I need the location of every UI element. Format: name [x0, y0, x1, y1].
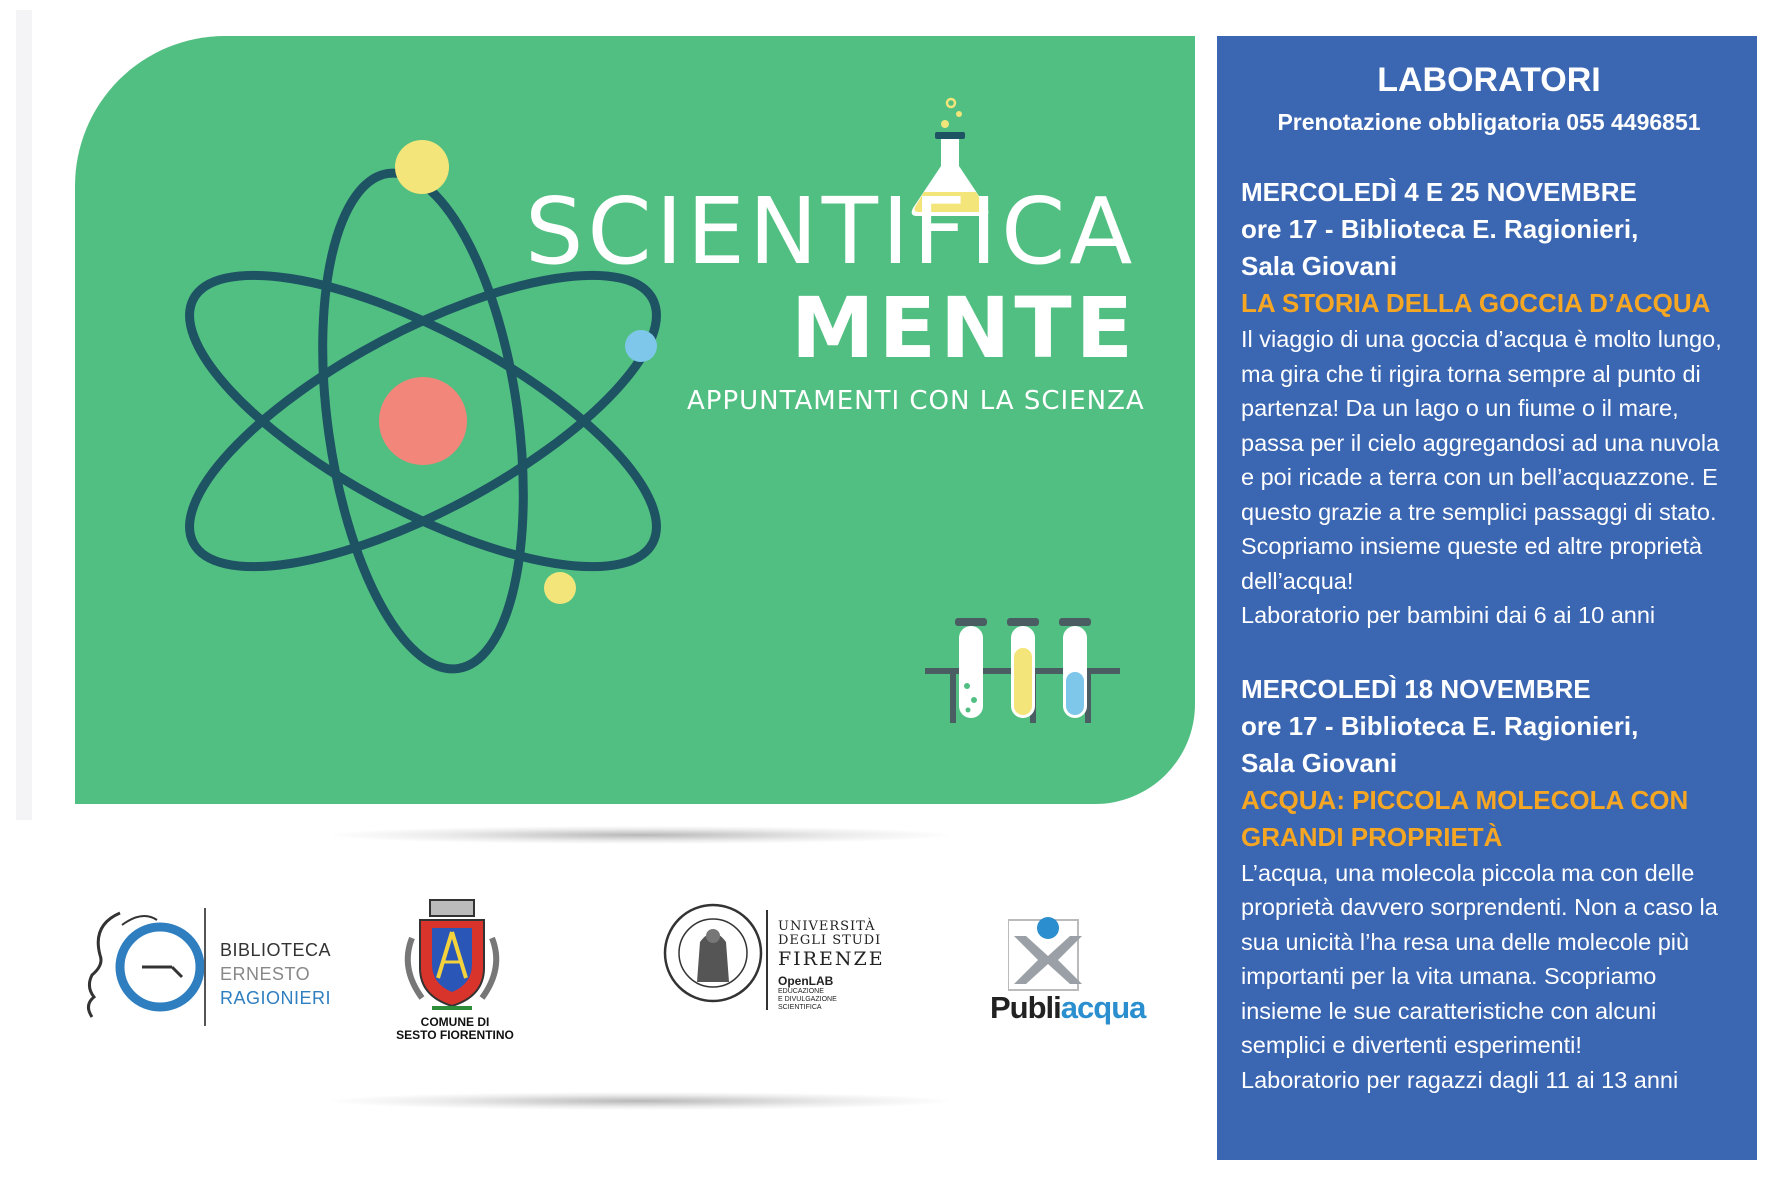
event-2-date: MERCOLEDÌ 18 NOVEMBRE	[1241, 673, 1591, 704]
unifi-small3: SCIENTIFICA	[778, 1004, 822, 1011]
biblioteca-logo-divider	[204, 908, 206, 1026]
unifi-small1: EDUCAZIONE	[778, 988, 824, 995]
biblioteca-logo-icon	[82, 905, 212, 1020]
electron-top	[395, 140, 449, 194]
event-2-place-line2: Sala Giovani	[1241, 747, 1398, 778]
laboratori-panel	[1217, 36, 1757, 1160]
event-1-audience: Laboratorio per bambini dai 6 ai 10 anni	[1241, 602, 1656, 628]
comune-crest-icon	[392, 898, 512, 1016]
divider-top	[330, 826, 950, 844]
event-1	[1241, 174, 1737, 633]
banner-subtitle: APPUNTAMENTI CON LA SCIENZA	[687, 386, 1145, 416]
biblioteca-line1: BIBLIOTECA	[220, 940, 332, 960]
banner-title-line2: MENTE	[791, 279, 1137, 377]
biblioteca-logo-text	[220, 938, 331, 1010]
event-1-description: Il viaggio di una goccia d’acqua è molto lungo, ma gira che ti rigira torna sempre al punto di partenza! Da un lago o un fiume o il mare, passa per il cielo aggregandosi ad una nuvola e poi ricade a terra con un bell’acquazzone. E questo grazie a tre semplici passaggi di stato. Scopriamo insieme queste ed altre proprietà dell’acqua!	[1241, 326, 1722, 594]
publiacqua-part2: acqua	[1060, 990, 1146, 1025]
event-2-title: ACQUA: PICCOLA MOLECOLA CON GRANDI PROPRIETÀ	[1241, 784, 1689, 852]
booking-info: Prenotazione obbligatoria 055 4496851	[1277, 109, 1701, 135]
publiacqua-logo-text	[990, 990, 1145, 1026]
comune-line1: COMUNE DI	[420, 1015, 490, 1029]
electron-right	[625, 330, 657, 362]
comune-logo-text	[385, 1016, 525, 1042]
event-1-date: MERCOLEDÌ 4 E 25 NOVEMBRE	[1241, 177, 1637, 207]
event-banner	[75, 36, 1195, 804]
unifi-logo-text	[778, 920, 885, 1012]
page-edge	[16, 10, 32, 820]
biblioteca-line3: RAGIONIERI	[220, 988, 332, 1008]
publiacqua-part1: Publi	[990, 990, 1061, 1025]
publiacqua-logo-icon	[1008, 912, 1094, 994]
electron-bottom	[544, 572, 576, 604]
divider-bottom	[330, 1092, 950, 1110]
event-2-place-line1: ore 17 - Biblioteca E. Ragionieri,	[1241, 710, 1639, 741]
unifi-seal-icon	[662, 902, 764, 1004]
unifi-line1: UNIVERSITÀ	[778, 919, 876, 934]
event-2-audience: Laboratorio per ragazzi dagli 11 ai 13 anni	[1241, 1066, 1679, 1093]
panel-title: LABORATORI	[1377, 61, 1601, 99]
event-1-place-line2: Sala Giovani	[1241, 251, 1398, 281]
banner-title-line1: SCIENTIFICA	[525, 178, 1137, 285]
event-2	[1241, 671, 1737, 1098]
nucleus	[379, 377, 467, 465]
atom-illustration	[75, 36, 1195, 804]
event-1-place-line1: ore 17 - Biblioteca E. Ragionieri,	[1241, 214, 1639, 244]
comune-line2: SESTO FIORENTINO	[396, 1028, 514, 1042]
unifi-small2: E DIVULGAZIONE	[778, 996, 837, 1003]
unifi-lab: OpenLAB	[778, 974, 834, 988]
biblioteca-line2: ERNESTO	[220, 964, 311, 984]
unifi-line2: DEGLI STUDI	[778, 933, 882, 948]
unifi-logo-divider	[766, 910, 768, 1010]
event-2-description: L’acqua, una molecola piccola ma con delle proprietà davvero sorprendenti. Non a caso la sua unicità l’ha resa una delle molecole più importanti per la vita umana. Scopriamo insieme le sue caratteristiche con alcuni semplici e divertenti esperimenti!	[1241, 859, 1718, 1058]
event-1-title: LA STORIA DELLA GOCCIA D’ACQUA	[1241, 288, 1711, 318]
test-tubes-icon	[925, 618, 1120, 723]
unifi-line3: FIRENZE	[778, 948, 885, 970]
